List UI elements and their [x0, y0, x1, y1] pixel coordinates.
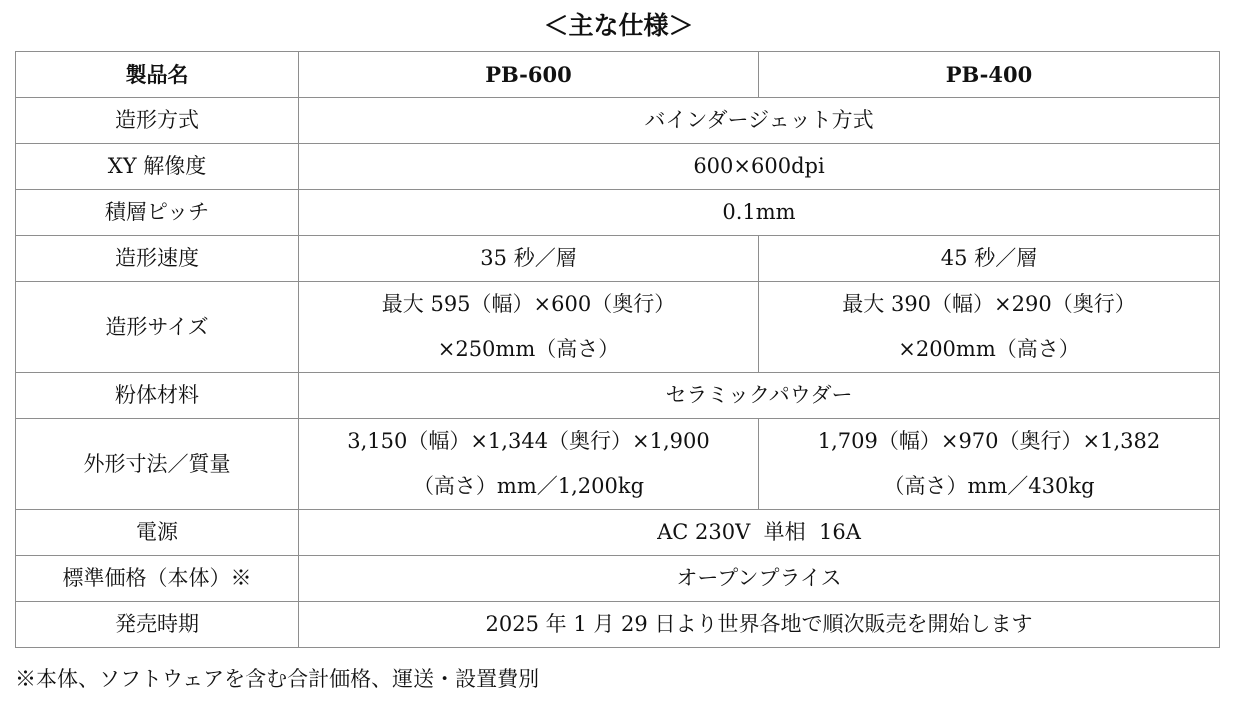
row-label: 発売時期: [16, 602, 299, 648]
header-label: 製品名: [16, 52, 299, 98]
cell-line: 最大 390（幅）×290（奥行）: [842, 292, 1136, 316]
cell-line: ×250mm（高さ）: [437, 337, 620, 361]
row-label: 造形方式: [16, 98, 299, 144]
cell-line: （高さ）mm／1,200kg: [412, 474, 645, 498]
row-value-pb600: 35 秒／層: [299, 236, 759, 282]
row-value-pb400: [759, 282, 1220, 373]
table-row-resolution: [16, 144, 1220, 190]
table-row-power: [16, 510, 1220, 556]
row-label: 粉体材料: [16, 373, 299, 419]
row-value: オープンプライス: [299, 556, 1220, 602]
table-row-method: [16, 98, 1220, 144]
table-row-dimensions: [16, 419, 1220, 510]
footnote: ※本体、ソフトウェアを含む合計価格、運送・設置費別: [15, 667, 540, 691]
table-row-speed: [16, 236, 1220, 282]
table-header-row: [16, 52, 1220, 98]
header-product-pb600: PB-600: [299, 52, 759, 98]
table-row-material: [16, 373, 1220, 419]
row-value-pb600: [299, 282, 759, 373]
row-label: XY 解像度: [16, 144, 299, 190]
row-label: 外形寸法／質量: [16, 419, 299, 510]
row-value: 2025 年 1 月 29 日より世界各地で順次販売を開始します: [299, 602, 1220, 648]
row-label: 造形サイズ: [16, 282, 299, 373]
row-label: 電源: [16, 510, 299, 556]
row-value: セラミックパウダー: [299, 373, 1220, 419]
row-label: 造形速度: [16, 236, 299, 282]
row-value: 0.1mm: [299, 190, 1220, 236]
table-row-pitch: [16, 190, 1220, 236]
row-value: バインダージェット方式: [299, 98, 1220, 144]
page-title: ＜主な仕様＞: [543, 11, 694, 40]
row-value: AC 230V 単相 16A: [299, 510, 1220, 556]
spec-table: [15, 51, 1220, 648]
cell-line: （高さ）mm／430kg: [883, 474, 1095, 498]
cell-line: 1,709（幅）×970（奥行）×1,382: [817, 429, 1161, 453]
row-value-pb600: [299, 419, 759, 510]
row-value: 600×600dpi: [299, 144, 1220, 190]
cell-line: 3,150（幅）×1,344（奥行）×1,900: [347, 429, 710, 453]
cell-line: 最大 595（幅）×600（奥行）: [381, 292, 676, 316]
row-label: 積層ピッチ: [16, 190, 299, 236]
row-value-pb400: [759, 419, 1220, 510]
table-row-release: [16, 602, 1220, 648]
table-row-size: [16, 282, 1220, 373]
header-product-pb400: PB-400: [759, 52, 1220, 98]
cell-line: ×200mm（高さ）: [898, 337, 1080, 361]
table-row-price: [16, 556, 1220, 602]
row-value-pb400: 45 秒／層: [759, 236, 1220, 282]
row-label: 標準価格（本体）※: [16, 556, 299, 602]
